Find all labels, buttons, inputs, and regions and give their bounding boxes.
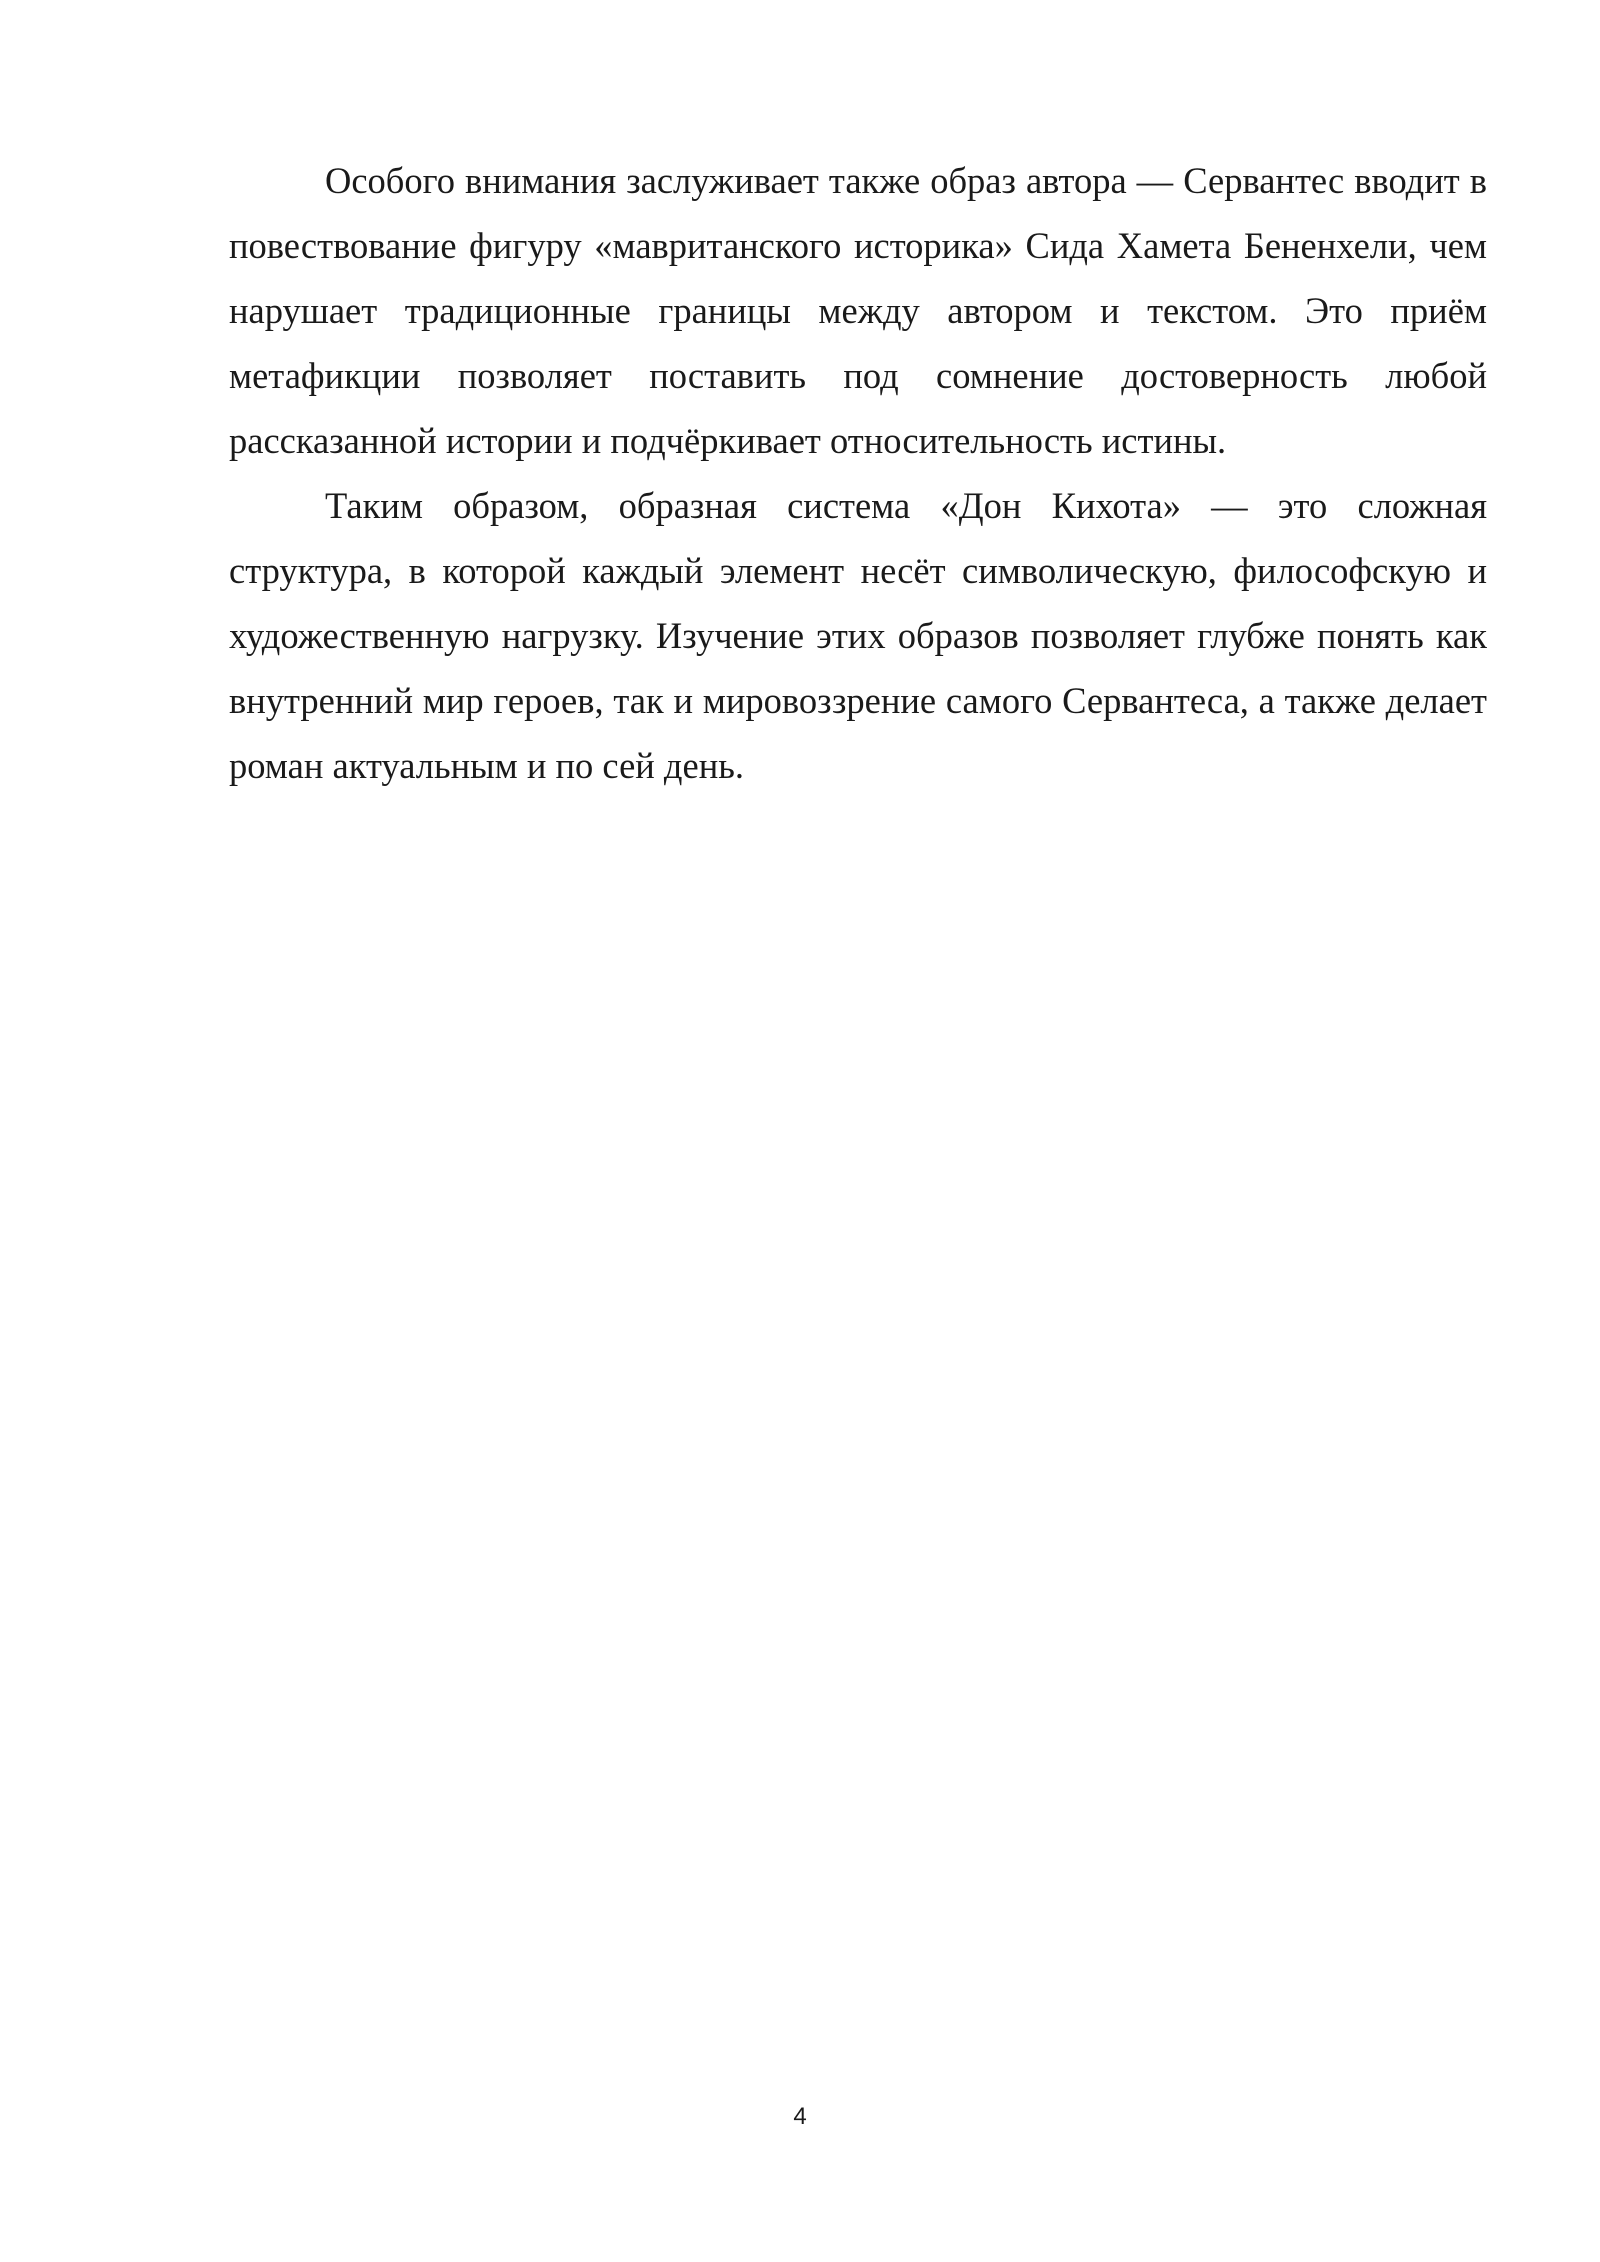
paragraph-author-image: Особого внимания заслуживает также образ автора — Сервантес вводит в повествование фигуру «мавританского историка» Сида Хамета Бененхели, чем нарушает традиционные границы между автором и текстом. Это приём метафикции позволяет поставить под сомнение достоверность любой рассказанной истории и подчёркивает относительность истины.: [229, 160, 1487, 461]
body-text: [229, 148, 1487, 798]
page-number: 4: [793, 2103, 807, 2130]
paragraph-conclusion: Таким образом, образная система «Дон Кихота» — это сложная структура, в которой каждый элемент несёт символическую, философскую и художественную нагрузку. Изучение этих образов позволяет глубже понять как внутренний мир героев, так и мировоззрение самого Сервантеса, а также делает роман актуальным и по сей день.: [229, 485, 1487, 786]
